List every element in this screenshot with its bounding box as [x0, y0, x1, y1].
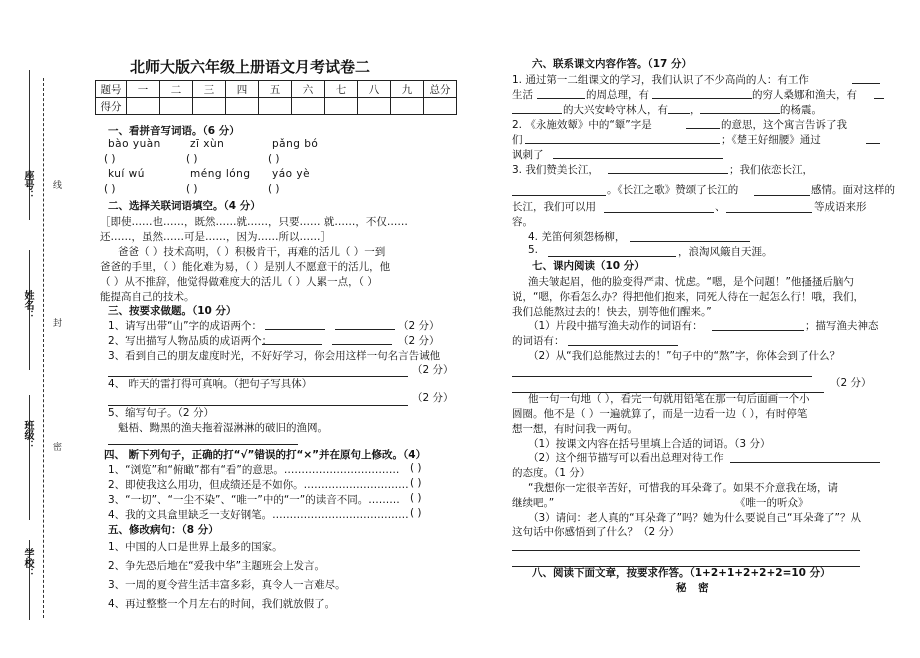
score-cell: 三: [193, 81, 226, 98]
s7-q2: （2）从“我们总能熬过去的！”句子中的“熬”字，你体会到了什么？: [528, 350, 840, 362]
s5-item: 4、再过整整一个月左右的时间，我们就放假了。: [108, 598, 336, 610]
answer-blank[interactable]: [686, 118, 720, 129]
s7-passage-1: 渔夫皱起眉，他的脸变得严肃、忧虑。“嗯，是个问题！”他搔搔后脑勺: [528, 276, 854, 288]
pinyin-6: yáo yè: [272, 168, 311, 180]
pinyin-4: kuí wú: [108, 168, 145, 180]
answer-paren[interactable]: ( ): [104, 183, 116, 195]
s6-q1-a3a: 的大兴安岭守林人，有: [563, 104, 668, 116]
s7-source: 《唯一的听众》: [735, 497, 809, 509]
answer-blank[interactable]: [512, 185, 606, 196]
s6-q2-line3: 讽刺了: [512, 149, 544, 161]
answer-blank[interactable]: [548, 246, 676, 257]
s4-item: 4、我的文具盒里缺乏一支好钢笔。…………………………………: [108, 509, 409, 521]
s2-line-4: 能提高自己的技术。: [100, 291, 195, 303]
score-input[interactable]: [127, 98, 160, 115]
s3-q4-score: （2 分）: [412, 392, 454, 404]
score-cell: 二: [160, 81, 193, 98]
s8-heading: 八、阅读下面文章，按要求作答。（1+2+1+2+2+2=10 分）: [532, 567, 831, 579]
s7-passage-8: 继续吧。”: [512, 497, 555, 509]
score-input[interactable]: [160, 98, 193, 115]
seat-label: 座号：: [22, 170, 33, 200]
answer-blank[interactable]: [730, 452, 880, 463]
s2-options-2: 还……，虽然……可是……，因为……所以……］: [100, 231, 331, 243]
answer-blank[interactable]: [512, 103, 562, 114]
score-input[interactable]: [226, 98, 259, 115]
answer-line[interactable]: [512, 540, 860, 551]
page-title: 北师大版六年级上册语文月考试卷二: [130, 58, 371, 76]
s6-q3-line3c: 等成语来形: [814, 201, 867, 213]
score-cell: 四: [226, 81, 259, 98]
name-label: 姓名：: [22, 290, 33, 320]
judge-paren[interactable]: ( ): [410, 477, 422, 489]
s2-heading: 二、选择关联词语填空。（4 分）: [108, 200, 261, 212]
s2-line-3: （ ）从不推辞，他觉得做难度大的活儿（ ）人累一点，（ ）: [100, 276, 378, 288]
s4-item: 2、即使我这么用功，但成绩还是不如你。…………………………: [108, 479, 409, 491]
answer-blank[interactable]: [712, 320, 804, 331]
score-cell: 六: [292, 81, 325, 98]
answer-blank[interactable]: [874, 88, 884, 99]
judge-paren[interactable]: ( ): [410, 492, 422, 504]
score-cell: 一: [127, 81, 160, 98]
s6-q1-a2a: 生活: [512, 89, 533, 101]
s5-heading: 五、修改病句：（8 分）: [108, 524, 219, 536]
s3-q4: 4、 昨天的雷打得可真响。（把句子写具体）: [108, 378, 313, 390]
s7-passage-5: 圆圈。他不是（ ）一遍就算了，而是一边看一边（ ），有时停笔: [512, 408, 808, 420]
seal-mark: 封: [51, 318, 61, 327]
answer-paren[interactable]: ( ): [186, 153, 198, 165]
judge-paren[interactable]: ( ): [410, 462, 422, 474]
answer-blank[interactable]: [332, 334, 392, 345]
mi-mark: 密: [51, 442, 61, 451]
answer-blank[interactable]: [726, 202, 812, 213]
s7-q5: 的态度。（1 分）: [512, 467, 591, 479]
answer-line[interactable]: [512, 366, 812, 377]
s6-q3-line2c: 感情。面对这样的: [811, 184, 895, 196]
pinyin-2: zī xùn: [190, 138, 225, 150]
s7-q3: （1）按课文内容在括号里填上合适的词语。（3 分）: [528, 438, 771, 450]
answer-blank[interactable]: [608, 163, 728, 174]
s6-q5: 5.: [528, 244, 539, 256]
score-value-row: [96, 98, 457, 115]
s1-heading: 一、看拼音写词语。（6 分）: [108, 125, 240, 137]
score-input[interactable]: [325, 98, 358, 115]
s6-q2-line2b: ；《楚王好细腰》通过: [721, 134, 821, 146]
s3-q3-score: （2 分）: [412, 364, 454, 376]
s7-q6: （3）请问：老人真的“耳朵聋了”吗？她为什么要说自己“耳朵聋了”？从: [528, 512, 861, 524]
s7-q7: 这句话中你感悟到了什么？（2 分）: [512, 526, 680, 538]
pinyin-1: bào yuàn: [108, 138, 161, 150]
s6-q1-a2c: 的穷人桑娜和渔夫，有: [752, 89, 857, 101]
s5-item: 1、中国的人口是世界上最多的国家。: [108, 541, 283, 553]
s6-q3-line3: 长江，我们可以用: [512, 201, 596, 213]
answer-blank[interactable]: [568, 335, 678, 346]
score-cell: 五: [259, 81, 292, 98]
answer-paren[interactable]: ( ): [186, 183, 198, 195]
score-input[interactable]: [259, 98, 292, 115]
s6-q1-line1: 1. 通过第一二组课文的学习，我们认识了不少高尚的人：有工作: [512, 74, 809, 86]
answer-blank[interactable]: [553, 148, 723, 159]
s3-heading: 三、按要求做题。（10 分）: [108, 305, 237, 317]
s7-q4: （2）这个细节描写可以看出总理对待工作: [528, 452, 724, 464]
answer-blank[interactable]: [537, 88, 585, 99]
s5-item: 3、一周的夏令营生活丰富多彩，真令人一言难尽。: [108, 579, 346, 591]
answer-blank[interactable]: [262, 334, 322, 345]
answer-blank[interactable]: [668, 103, 690, 114]
answer-blank[interactable]: [866, 133, 880, 144]
answer-blank[interactable]: [265, 319, 325, 330]
s7-passage-3: 我们总能熬过去的！快去，别等他们醒来。”: [512, 306, 712, 318]
score-input[interactable]: [358, 98, 391, 115]
answer-paren[interactable]: ( ): [268, 153, 280, 165]
score-cell: 九: [391, 81, 424, 98]
s4-item: 3、“一切”、“一尘不染”、“唯一”中的“一”的读音不同。………: [108, 494, 400, 506]
pinyin-5: méng lóng: [190, 168, 251, 180]
s2-line-1: 爸爸（ ）技术高明，（ ）积极肯干，再难的活儿（ ）一到: [118, 246, 386, 258]
s2-line-2: 爸爸的手里，（ ）能化难为易，（ ）是别人不愿意干的活儿，他: [100, 261, 391, 273]
s4-item: 1、“浏览”和“俯瞰”都有“看”的意思。……………………………: [108, 464, 400, 476]
score-cell: 八: [358, 81, 391, 98]
score-input[interactable]: [193, 98, 226, 115]
answer-paren[interactable]: ( ): [268, 183, 280, 195]
s6-q3-line1b: ；我们依恋长江，: [729, 164, 813, 176]
score-cell: 七: [325, 81, 358, 98]
s3-q2: 2、写出描写人物品质的成语两个：: [108, 335, 273, 347]
s6-q1-a2b: 的周总理，有: [586, 89, 649, 101]
answer-blank[interactable]: [754, 185, 810, 196]
answer-blank[interactable]: [335, 319, 395, 330]
class-blank: [29, 395, 30, 520]
s6-q5b: ，浪淘风簸自天涯。: [678, 246, 773, 258]
s6-q3-line3b: 、: [715, 201, 726, 213]
s3-q2-score: （2 分）: [398, 335, 440, 347]
s8-article-title: 秘 密: [676, 582, 713, 594]
s6-q3-line1: 3. 我们赞美长江，: [512, 164, 599, 176]
score-input[interactable]: [391, 98, 424, 115]
score-cell: 总分: [424, 81, 457, 98]
s7-passage-4: 他一句一句地（ ），看完一句就用铅笔在那一句后面画一个小: [528, 393, 810, 405]
s7-passage-6: 想一想，有时问我一两句。: [512, 423, 638, 435]
s4-heading: 四、 断下列句子，正确的打“√”错误的打“×”并在原句上修改。（4）: [104, 449, 427, 461]
s6-q2-line1: 2. 《永施效颦》中的“颦”字是: [512, 119, 652, 131]
s7-q1: （1）片段中描写渔夫动作的词语有：: [528, 320, 703, 332]
s7-passage-7: “我想你一定很辛苦好，可惜我的耳朵聋了。如果不介意我在场，请: [528, 482, 838, 494]
s7-passage-2: 说，“嗯，你看怎么办？得把他们抱来，同死人待在一起怎么行！哦，我们，: [512, 291, 864, 303]
answer-blank[interactable]: [852, 73, 880, 84]
answer-blank[interactable]: [652, 88, 752, 99]
s7-q1b: ；描写渔夫神态: [805, 320, 879, 332]
s3-q1-score: （2 分）: [398, 320, 440, 332]
s3-q5-sentence: 魁梧、黝黑的渔夫拖着湿淋淋的破旧的渔网。: [118, 422, 328, 434]
s6-q4: 4. 羌笛何须怨杨柳，: [528, 231, 626, 243]
answer-blank[interactable]: [604, 202, 714, 213]
line-mark: 线: [51, 180, 61, 189]
s6-heading: 六、联系课文内容作答。（17 分）: [532, 58, 693, 70]
s6-q1-a3c: 的杨震。: [780, 104, 822, 116]
s3-q3: 3、看到自己的朋友虚度时光，不好好学习，你会用这样一句名言告诫他: [108, 350, 441, 362]
score-header-row: [96, 81, 457, 98]
pinyin-3: pǎng bó: [272, 138, 319, 150]
s6-q1-a3b: ，: [690, 104, 701, 116]
answer-paren[interactable]: ( ): [104, 153, 116, 165]
answer-blank[interactable]: [630, 231, 750, 242]
school-label: 学校：: [22, 548, 33, 578]
s5-item: 2、争先恐后地在“爱我中华”主题班会上发言。: [108, 560, 326, 572]
s3-q5: 5、缩写句子。（2 分）: [108, 407, 214, 419]
binding-dashed-line: [43, 78, 44, 618]
answer-blank[interactable]: [700, 103, 780, 114]
s6-q3-line4: 容。: [512, 216, 533, 228]
s7-heading: 七、课内阅读（10 分）: [532, 260, 645, 272]
score-cell: 得分: [96, 98, 127, 115]
score-input[interactable]: [292, 98, 325, 115]
s3-q1: 1、请写出带“山”字的成语两个：: [108, 320, 263, 332]
answer-line[interactable]: [108, 434, 298, 445]
s6-q2-line2: 们: [512, 134, 523, 146]
s6-q3-line2b: 。《长江之歌》赞颂了长江的: [607, 184, 739, 196]
s2-options-1: ［即使……也……，既然……就……，只要…… 就……，不仅……: [100, 216, 408, 228]
score-table: [95, 80, 457, 115]
score-input[interactable]: [424, 98, 457, 115]
score-cell: 题号: [96, 81, 127, 98]
s6-q2-line1b: 的意思，这个寓言告诉了我: [721, 119, 847, 131]
judge-paren[interactable]: ( ): [410, 507, 422, 519]
s7-q1c: 的词语有：: [512, 335, 565, 347]
s7-q2-score: （2 分）: [830, 377, 872, 389]
class-label: 班级：: [22, 420, 33, 450]
answer-blank[interactable]: [525, 133, 720, 144]
